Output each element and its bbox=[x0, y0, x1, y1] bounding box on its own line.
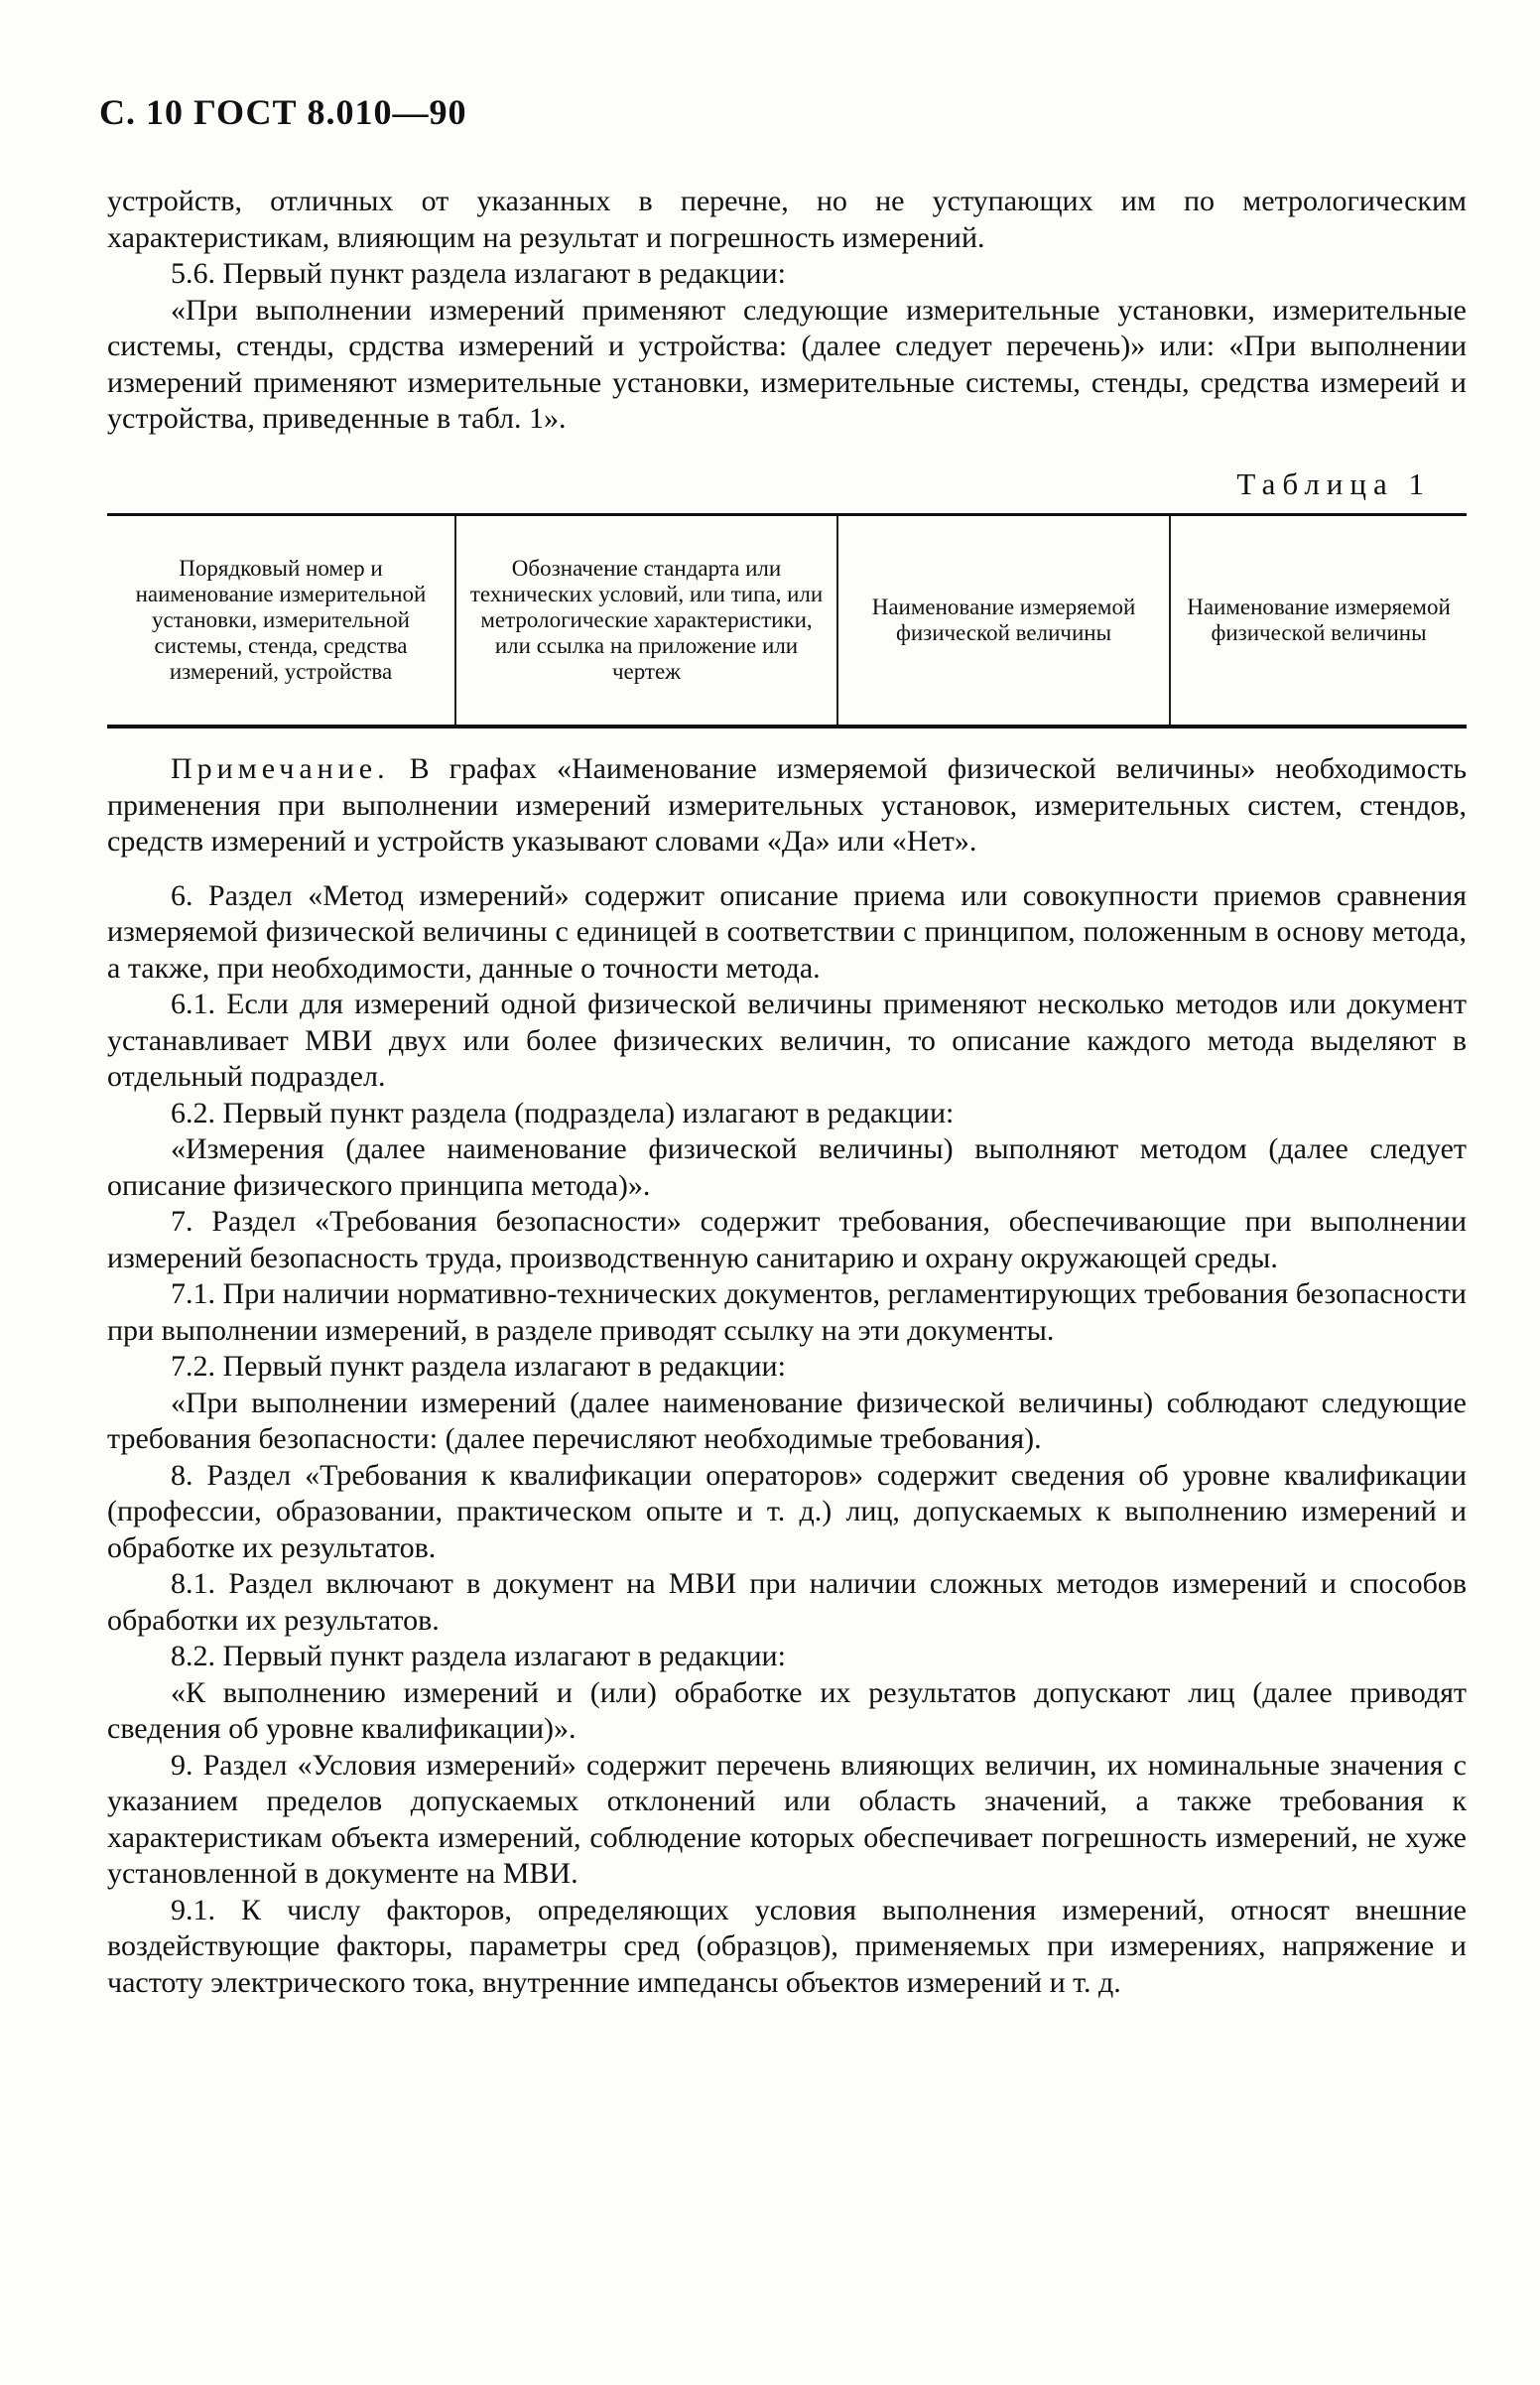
paragraph: 8.1. Раздел включают в документ на МВИ при наличии сложных методов измерений и способов обработки их результатов. bbox=[107, 1567, 1467, 1637]
paragraph: 9. Раздел «Условия измерений» содержит перечень влияющих величин, их номинальные значения с указанием пределов допускаемых отклонений или область значений, а также требования к характеристикам объекта измерений, соблюдение которых обеспечивает погрешность измерений, не хуже установленной в документе на МВИ. bbox=[107, 1748, 1467, 1890]
paragraph: 8.2. Первый пункт раздела излагают в редакции: bbox=[171, 1640, 786, 1672]
page-header: С. 10 ГОСТ 8.010—90 bbox=[99, 92, 467, 132]
paragraph: 5.6. Первый пункт раздела излагают в редакции: bbox=[171, 257, 786, 290]
paragraph: «При выполнении измерений (далее наименование физической величины) соблюдают следующие требования безопасности: (далее перечисляют необходимые требования). bbox=[107, 1386, 1467, 1455]
paragraph: 6.1. Если для измерений одной физической величины применяют несколько методов или документ устанавливает МВИ двух или более физических величин, то описание каждого метода выделяют в отдельный подраздел. bbox=[107, 988, 1467, 1093]
paragraph: 8. Раздел «Требования к квалификации операторов» содержит сведения об уровне квалификации (профессии, образовании, практическом опыте и т. д.) лиц, допускаемых к выполнению измерений и обработке их результатов. bbox=[107, 1458, 1467, 1564]
paragraph: 9.1. К числу факторов, определяющих условия выполнения измерений, относят внешние воздействующие факторы, параметры сред (образцов), применяемых при измерениях, напряжение и частоту электрического тока, внутренние импедансы объектов измерений и т. д. bbox=[107, 1893, 1467, 1999]
paragraph: 6.2. Первый пункт раздела (подраздела) излагают в редакции: bbox=[171, 1096, 955, 1129]
main-section bbox=[107, 751, 1467, 2001]
paragraph: 7.1. При наличии нормативно-технических документов, регламентирующих требования безопасности при выполнении измерений, в разделе приводят ссылку на эти документы. bbox=[107, 1277, 1467, 1347]
paragraph: устройств, отличных от указанных в перечне, но не уступающих им по метрологическим характеристикам, влияющим на результат и погрешность измерений. bbox=[107, 185, 1467, 254]
paragraph: 7. Раздел «Требования безопасности» содержит требования, обеспечивающие при выполнении измерений безопасность труда, производственную санитарию и охрану окружающей среды. bbox=[107, 1205, 1467, 1274]
table-column-header: Обозначение стандарта или технических условий, или типа, или метрологические характеристики, или ссылка на приложение или чертеж bbox=[454, 516, 836, 725]
intro-section bbox=[107, 184, 1467, 438]
table-column-header: Порядковый номер и наименование измерительной установки, измерительной системы, стенда, средства измерений, устройства bbox=[135, 556, 427, 684]
note bbox=[107, 751, 1467, 861]
table-column-header: Наименование измеряемой физической величины bbox=[836, 516, 1169, 725]
table-1-header bbox=[107, 513, 1467, 729]
paragraph: «Измерения (далее наименование физической величины) выполняют методом (далее следует описание физического принципа метода)». bbox=[107, 1132, 1467, 1202]
table-caption: Таблица 1 bbox=[1236, 466, 1431, 501]
paragraph: 7.2. Первый пункт раздела излагают в редакции: bbox=[171, 1350, 786, 1383]
paragraph: 6. Раздел «Метод измерений» содержит описание приема или совокупности приемов сравнения измеряемой физической величины с единицей в соответствии с принципом, положенным в основу метода, а также, при необходимости, данные о точности метода. bbox=[107, 878, 1467, 985]
note-text: В графах «Наименование измеряемой физической величины» необходимость применения при выполнении измерений измерительных установок, измерительных систем, стендов, средств измерений и устройств указывают словами «Да» или «Нет». bbox=[107, 752, 1467, 858]
table-column-header: Наименование измеряемой физической величины bbox=[1169, 516, 1467, 725]
paragraph: «При выполнении измерений применяют следующие измерительные установки, измерительные системы, стенды, срдства измерений и устройства: (далее следует перечень)» или: «При выполнении измерений применяют измерительные установки, измерительные системы, стенды, средства измереий и устройства, приведенные в табл. 1». bbox=[107, 293, 1467, 435]
note-label: Примечание. bbox=[171, 752, 390, 785]
paragraph: «К выполнению измерений и (или) обработке их результатов допускают лиц (далее приводят сведения об уровне квалификации)». bbox=[107, 1675, 1467, 1745]
